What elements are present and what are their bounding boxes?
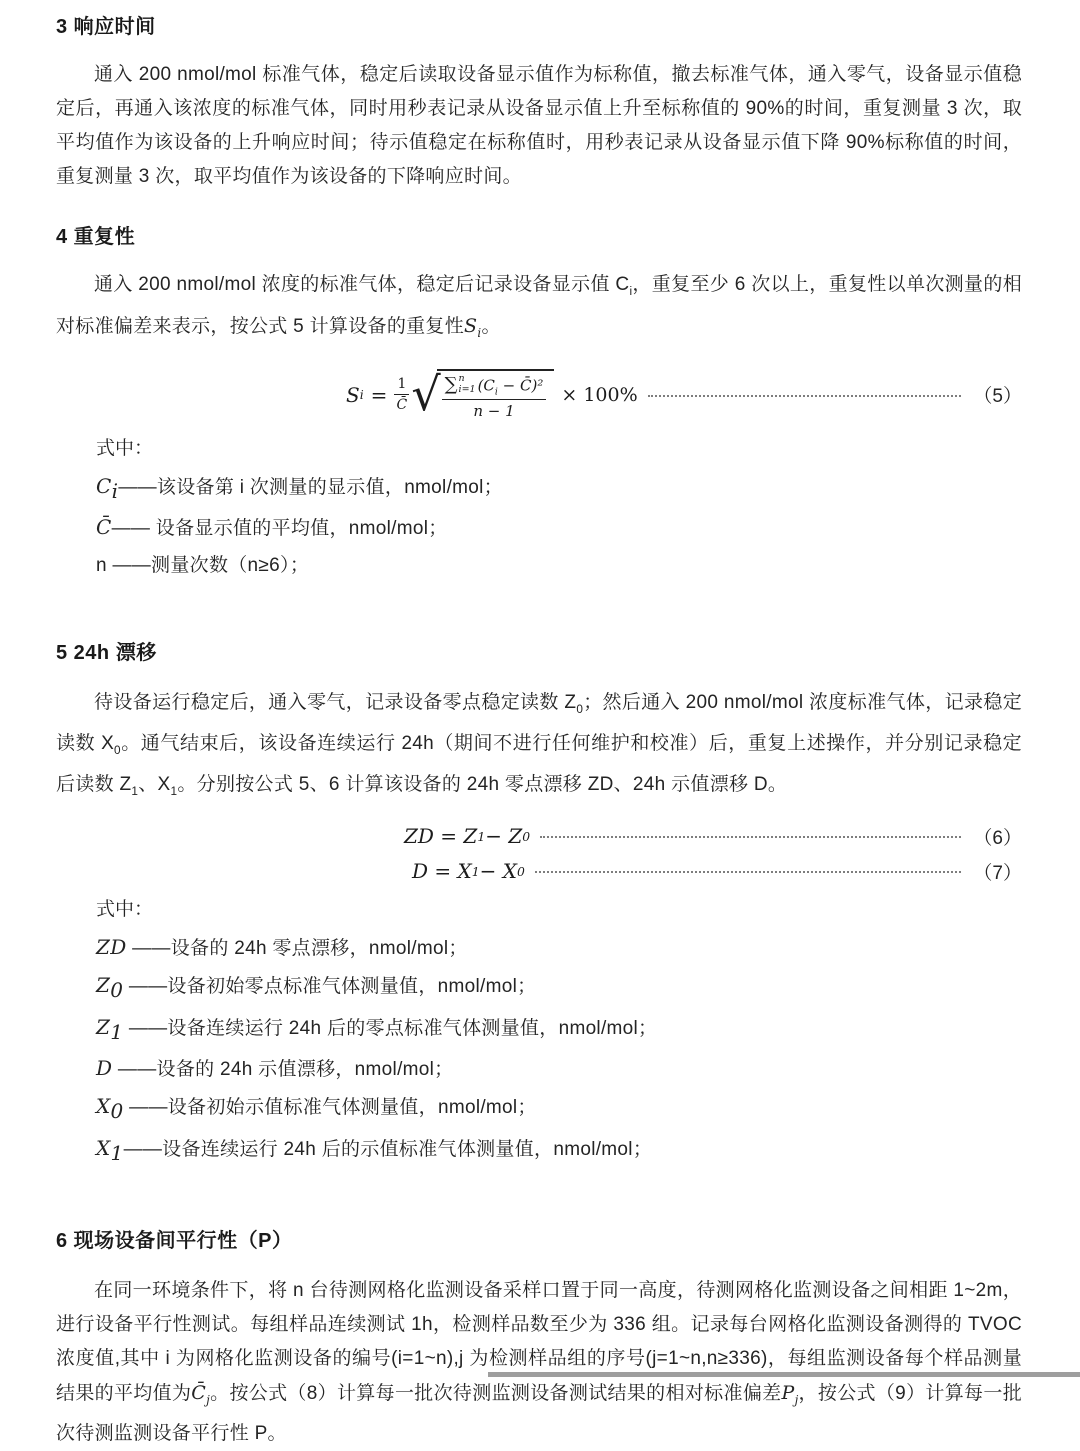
radicand [437, 369, 555, 420]
definition-row: D ——设备的 24h 示值漂移，nmol/mol； [96, 1056, 454, 1081]
definition-row: $X_1——$设备连续运行 24h 后的示值标准气体测量值，nmol/mol； [96, 1136, 653, 1165]
formula-number: （7） [973, 862, 1022, 884]
section-6-parallelism [56, 1228, 1022, 1451]
section-6-paragraph: 在同一环境条件下，将 n 台待测网格化监测设备采样口置于同一高度，待测网格化监测设备之间相距 1~2m，进行设备平行性测试。每组样品连续测试 1h，检测样品数至少为 336 组。记录每台网格化监测设备测得的 TVOC 浓度值,其中 i 为网格化监测设备的编号(i=1~n),j 为检测样品组的序号(j=1~n,n≥336)，每组监测设备每个样品测量结果的平均值为$C̄_j$。按公式（8）计算每一批次待测监测设备测试结果的相对标准偏差$P_j$，按公式（9）计算每一批次待测监测设备平行性 P。 [56, 1279, 1022, 1444]
radical-sign-icon: √ [411, 367, 441, 422]
section-5-heading: 5 24h 漂移 [56, 642, 157, 665]
section-3-response-time [56, 14, 1022, 194]
where-label: 式中： [96, 898, 154, 920]
definition-row: ZD ——设备的 24h 零点漂移，nmol/mol； [96, 934, 468, 959]
definition-row: $Z_1$ ——设备连续运行 24h 后的零点标准气体测量值，nmol/mol； [96, 1014, 658, 1044]
section-4-definitions [56, 468, 1022, 585]
definition-row: C̄—— 设备显示值的平均值，nmol/mol； [96, 515, 448, 540]
dotted-leader [648, 395, 962, 397]
section-5-paragraph: 待设备运行稳定后，通入零气，记录设备零点稳定读数 $Z_0$；然后通入 200 nmol/mol 浓度标准气体，记录稳定读数 $X_0$。通气结束后，该设备连续运行 24h（期间不进行任何维护和校准）后，重复上述操作，并分别记录稳定后读数 $Z_1$、$X_1$。分别按公式 5、6 计算该设备的 24h 零点漂移 ZD、24h 示值漂移 D。 [56, 692, 1022, 798]
bottom-partial-bar [488, 1372, 1080, 1377]
formula-number: （5） [973, 386, 1022, 408]
section-4-paragraph: 通入 200 nmol/mol 浓度的标准气体，稳定后记录设备显示值 $C_i$，重复至少 6 次以上，重复性以单次测量的相对标准偏差来表示，按公式 5 计算设备的重复性$S_i$。 [56, 274, 1022, 340]
formula-6-equation: ZD = Z 1 − Z 0 [404, 824, 531, 849]
section-5-definitions [56, 929, 1022, 1172]
definition-row: n ——测量次数（n≥6）； [96, 555, 310, 577]
definition-row: $X_0$ ——设备初始示值标准气体测量值，nmol/mol； [96, 1094, 537, 1124]
coefficient-fraction: $\frac{1}{C̄}$ [394, 376, 409, 413]
dotted-leader [540, 836, 961, 838]
formula-7-equation: D = X 1 − X 0 [412, 859, 525, 884]
section-4-heading: 4 重复性 [56, 226, 136, 248]
formula-6 [56, 823, 1022, 850]
definition-row: $C_i——$该设备第 i 次测量的显示值，nmol/mol； [96, 473, 503, 503]
section-5-24h-drift [56, 640, 1022, 1172]
section-4-repeatability [56, 224, 1022, 584]
summation-sign: ∑ n i=1 [444, 372, 476, 396]
formula-5-equation: S i = $\frac{1}{C̄}$ √ ∑ n i=1 ($C_i$ − C̄)² n − 1 × 100% [346, 367, 638, 422]
section-6-heading: 6 现场设备间平行性（P） [56, 1229, 293, 1252]
where-label: 式中： [96, 437, 154, 459]
formula-number: （6） [973, 827, 1022, 849]
dotted-leader [535, 871, 962, 873]
section-3-heading: 3 响应时间 [56, 16, 156, 38]
section-3-paragraph: 通入 200 nmol/mol 标准气体，稳定后读取设备显示值作为标称值，撤去标准气体，通入零气，设备显示值稳定后，再通入该浓度的标准气体，同时用秒表记录从设备显示值上升至标称值的 90%的时间，重复测量 3 次，取平均值作为该设备的上升响应时间；待示值稳定在标称值时，用秒表记录从设备显示值下降 90%标称值的时间，重复测量 3 次，取平均值作为该设备的下降响应时间。 [56, 64, 1022, 187]
inner-fraction: ∑ n i=1 ($C_i$ − C̄)² n − 1 [442, 374, 547, 420]
definition-row: $Z_0$ ——设备初始零点标准气体测量值，nmol/mol； [96, 972, 537, 1002]
formula-7 [56, 858, 1022, 885]
formula-5 [56, 366, 1022, 424]
